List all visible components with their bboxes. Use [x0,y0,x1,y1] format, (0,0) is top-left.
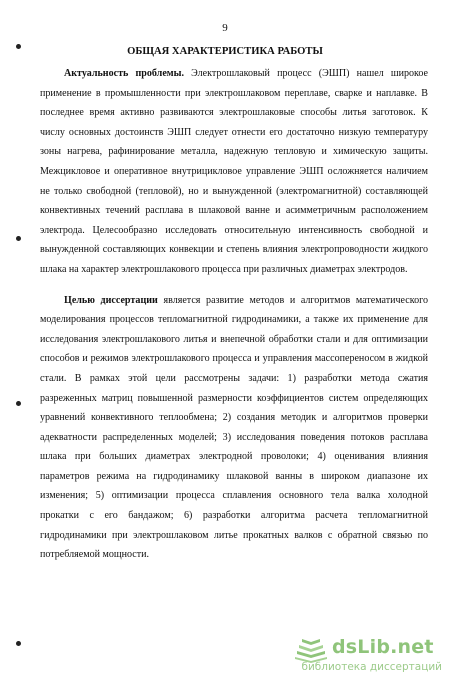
paragraph-lead: Актуальность проблемы. [64,68,184,79]
section-heading: ОБЩАЯ ХАРАКТЕРИСТИКА РАБОТЫ [127,46,323,57]
page-number: 9 [222,22,228,34]
watermark-tagline: библиотека диссертаций [301,661,442,673]
margin-mark [16,44,21,49]
margin-mark [16,236,21,241]
paragraph-body: является развитие методов и алгоритмов математического моделирования процессов тепломагнитной гидродинамики, а также их применение для исследования электрошлакового литья и внепечной обработки стали и для оптимизации способов и режимов электрошлакового процесса и управления массопереносом в жидкой стали. В рамках этой цели рассмотрены задачи: 1) разработки метода сжатия разреженных матриц повышенной размерности коэффициентов систем определяющих уравнений конвективного теплообмена; 2) создания методик и алгоритмов проверки адекватности распределенных моделей; 3) исследования поведения потоков расплава шлака при больших диаметрах электродной проволоки; 4) оценивания влияния параметров режима на гидродинамику шлаковой ванны в широком диапазоне их изменения; 5) оптимизации процесса сплавления основного тела валка холодной прокатки с его бандажом; 6) разработки алгоритма расчета тепломагнитной гидродинамики при электрошлаковом литье прокатных валков с обратной связью по потребляемой мощности. [40,294,428,561]
watermark [292,634,442,678]
book-stack-icon [292,634,330,664]
paragraph-body: Электрошлаковый процесс (ЭШП) нашел широкое применение в промышленности при электрошлаковом переплаве, сварке и наплавке. В последнее время активно развиваются электрошлаковые способы литья заготовок. К числу основных достоинств ЭШП следует отнести его достаточно низкую температуру зоны нагрева, рафинирование металла, надежную тепловую и химическую защиты. Межцикловое и оперативное внутрицикловое управление ЭШП осложняется наличием не только свободной (тепловой), но и вынужденной (электромагнитной) составляющей конвективных течений расплава в шлаковой ванне и асимметричным расположением электрода. Целесообразно исследовать относительную интенсивность свободной и вынужденной составляющих конвекции и степень влияния электропроводности жидкого шлака на характер электрошлакового процесса при различных диаметрах электродов. [40,68,428,275]
paragraph-relevance [40,64,428,280]
watermark-brand: dsLib.net [332,636,434,658]
paragraph-lead: Целью диссертации [64,294,158,306]
body-text [40,64,428,565]
margin-mark [16,401,21,406]
paragraph-goal [40,291,428,565]
margin-mark [16,641,21,646]
